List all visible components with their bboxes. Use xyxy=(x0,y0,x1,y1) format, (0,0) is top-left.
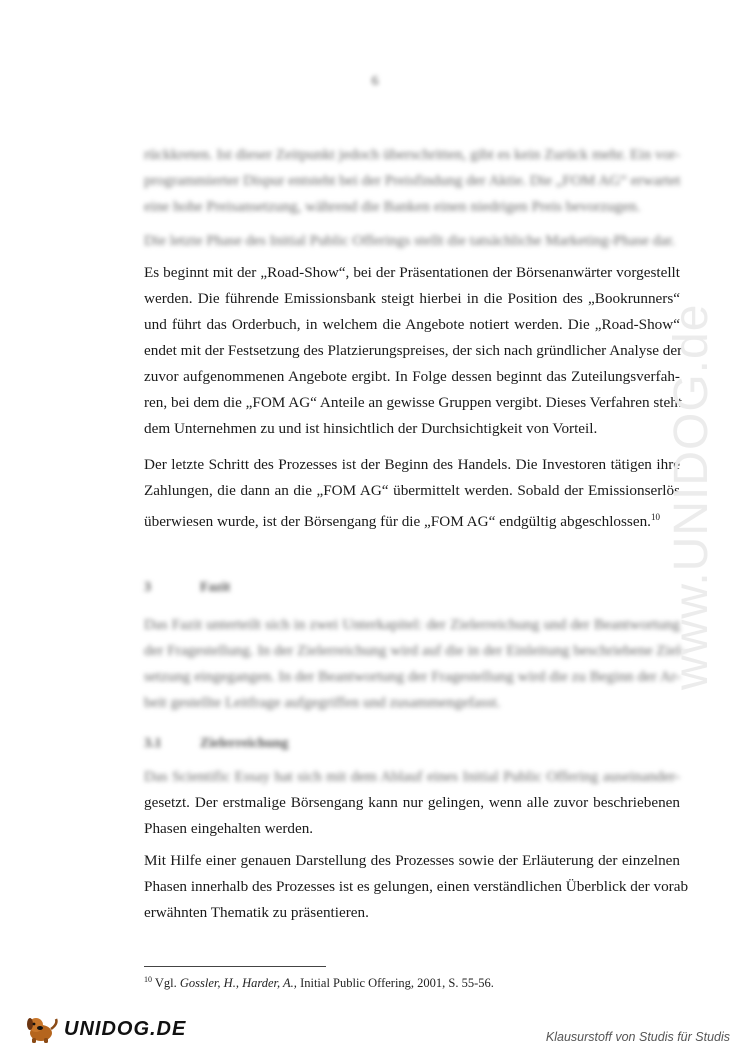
text-line: Die letzte Phase des Initial Public Offerings stellt die tatsächliche Marketing-Phase dar. xyxy=(144,232,676,249)
text-line: ren, bei dem die „FOM AG“ Anteile an gewisse Gruppen vergibt. Dieses Verfahren steht xyxy=(144,394,683,411)
heading-title: Fazit xyxy=(200,580,231,595)
heading-zielerreichung xyxy=(144,736,288,752)
brand-text: UNIDOG.DE xyxy=(64,1017,187,1040)
text-line: Phasen eingehalten werden. xyxy=(144,820,314,837)
footnote-reference: 10 xyxy=(650,512,660,522)
paragraph-darstellung xyxy=(144,848,689,926)
text-line: Der letzte Schritt des Prozesses ist der Beginn des Handels. Die Investoren tätigen ihre xyxy=(144,456,680,473)
blurred-paragraph-1 xyxy=(144,142,680,220)
paragraph-road-show xyxy=(144,260,683,442)
footnote xyxy=(144,975,494,991)
text-line: dem Unternehmen zu und ist hinsichtlich der Durchsichtigkeit von Vorteil. xyxy=(144,420,598,437)
paragraph-handel xyxy=(144,452,680,535)
text-line: Phasen innerhalb des Prozesses ist es gelungen, einen verständlichen Überblick der vorab xyxy=(144,878,689,895)
text-line: endet mit der Festsetzung des Platzierungspreises, der sich nach gründlicher Analyse der xyxy=(144,342,683,359)
text-line: eine hohe Preisansetzung, während die Banken einen niedrigen Preis bevorzugen. xyxy=(144,198,641,215)
text-line: Es beginnt mit der „Road-Show“, bei der Präsentationen der Börsenanwärter vorgestellt xyxy=(144,264,680,281)
text-line: rückkreten. Ist dieser Zeitpunkt jedoch überschritten, gibt es kein Zurück mehr. Ein vor- xyxy=(144,146,680,163)
footnote-number: 10 xyxy=(144,975,152,984)
text-line-content: überwiesen wurde, ist der Börsengang für die „FOM AG“ endgültig abgeschlossen. xyxy=(144,513,651,530)
text-line: Mit Hilfe einer genauen Darstellung des Prozesses sowie der Erläuterung der einzelnen xyxy=(144,852,680,869)
footnote-separator xyxy=(144,966,326,967)
footnote-prefix: Vgl. xyxy=(154,976,180,990)
text-line: zuvor aufgenommenen Angebote ergibt. In Folge dessen beginnt das Zuteilungsverfah- xyxy=(144,368,680,385)
text-line: der Fragestellung. In der Zielerreichung wird auf die in der Einleitung beschriebene Ziel- xyxy=(144,642,686,659)
footnote-source: Initial Public Offering, 2001, S. 55-56. xyxy=(296,976,494,990)
page-number: 6 xyxy=(371,74,379,89)
text-line: Zahlungen, die dann an die „FOM AG“ übermittelt werden. Sobald der Emissionserlös xyxy=(144,482,680,499)
paragraph-zielerreichung xyxy=(144,790,680,842)
text-line xyxy=(144,504,680,535)
text-line: beit gestellte Leitfrage aufgegriffen und zusammengefasst. xyxy=(144,694,501,711)
text-line: Das Fazit unterteilt sich in zwei Unterkapitel: der Zielerreichung und der Beantwortung xyxy=(144,616,680,633)
text-line: Das Scientific Essay hat sich mit dem Ablauf eines Initial Public Offering auseinander- xyxy=(144,768,680,785)
footnote-authors: Gossler, H., Harder, A., xyxy=(179,976,297,990)
text-line: erwähnten Thematik zu präsentieren. xyxy=(144,904,369,921)
heading-number: 3 xyxy=(144,580,151,595)
heading-fazit xyxy=(144,580,230,596)
blurred-paragraph-2 xyxy=(144,228,680,254)
heading-title: Zielerreichung xyxy=(200,736,289,751)
text-line: werden. Die führende Emissionsbank steigt hierbei in die Position des „Bookrunners“ xyxy=(144,290,680,307)
text-line: gesetzt. Der erstmalige Börsengang kann nur gelingen, wenn alle zuvor beschriebenen xyxy=(144,794,680,811)
blurred-paragraph-fazit xyxy=(144,612,686,716)
text-line: und führt das Orderbuch, in welchem die Angebote notiert werden. Die „Road-Show“ xyxy=(144,316,680,333)
footer-tagline: Klausurstoff von Studis für Studis xyxy=(545,1030,730,1044)
heading-number: 3.1 xyxy=(144,736,162,751)
blurred-line-zielerreichung xyxy=(144,764,680,790)
watermark: www.UNIDOG.de xyxy=(665,303,718,690)
dog-icon xyxy=(24,1014,60,1044)
text-line: programmierter Dispur entsteht bei der Preisfindung der Aktie. Die „FOM AG“ erwartet xyxy=(144,172,681,189)
unidog-logo[interactable] xyxy=(24,1014,186,1044)
text-line: setzung eingegangen. In der Beantwortung der Fragestellung wird die zu Beginn der Ar- xyxy=(144,668,681,685)
